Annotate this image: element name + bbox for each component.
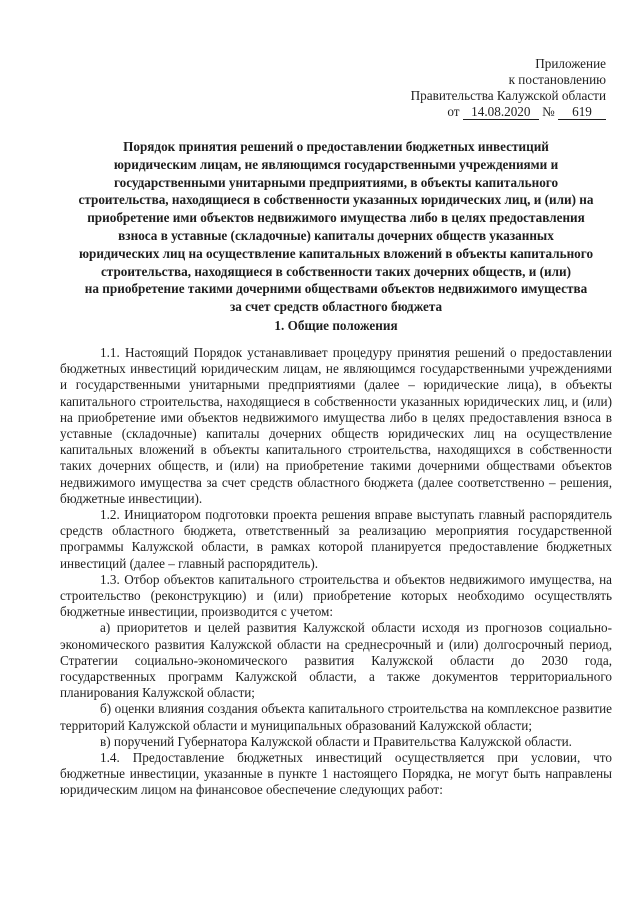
paragraph-1-4: 1.4. Предоставление бюджетных инвестиций осуществляется при условии, что бюджетные инвестиции, указанные в пункте 1 настоящего Порядка, не могут быть направлены юридическим лицом на финансовое обеспечение следующих работ: xyxy=(60,750,612,798)
document-title xyxy=(60,138,612,316)
section-heading: 1. Общие положения xyxy=(274,318,398,333)
title-line: строительства, находящиеся в собственности указанных юридических лиц, и (или) на xyxy=(78,192,594,208)
title-line: строительства, находящиеся в собственности таких дочерних обществ, и (или) xyxy=(100,263,572,279)
paragraph-1-3-a: а) приоритетов и целей развития Калужской области исходя из прогнозов социально-экономического развития Калужской области на среднесрочный и (или) долгосрочный период, Стратегии социально-экономического развития Калужской области до 2030 года, государственных программ Калужской области, а также документов территориального планирования Калужской области; xyxy=(60,620,612,701)
appendix-label: Приложение xyxy=(535,56,606,71)
title-line: Порядок принятия решений о предоставлении бюджетных инвестиций xyxy=(123,139,549,154)
title-line: на приобретение такими дочерними обществами объектов недвижимого имущества xyxy=(84,281,588,297)
number-sign: № xyxy=(542,104,555,119)
resolution-date: 14.08.2020 xyxy=(463,105,539,120)
title-line: юридическим лицам, не являющимся государственными учреждениями и xyxy=(113,156,559,172)
title-line: государственными унитарными предприятиями, в объекты капитального xyxy=(113,174,559,190)
appendix-resolution: к постановлению xyxy=(508,72,606,87)
paragraph-1-3-b: б) оценки влияния создания объекта капитального строительства на комплексное развитие территорий Калужской области и муниципальных образований Калужской области; xyxy=(60,701,612,733)
paragraph-1-1: 1.1. Настоящий Порядок устанавливает процедуру принятия решений о предоставлении бюджетных инвестиций юридическим лицам, не являющимся государственными учреждениями и государственными унитарными предприятиями (далее – юридические лица), в объекты капитального строительства, находящиеся в собственности указанных юридических лиц, и (или) на приобретение ими объектов недвижимого имущества либо в целях предоставления взноса в уставные (складочные) капиталы дочерних обществ юридических лиц на осуществление капитальных вложений в объекты капитального строительства, находящихся в собственности таких дочерних обществ, и (или) на приобретение такими дочерними обществами объектов недвижимого имущества за счет средств областного бюджета (далее соответственно – решения, бюджетные инвестиции). xyxy=(60,345,612,506)
title-line: за счет средств областного бюджета xyxy=(229,299,443,315)
date-prefix: от xyxy=(447,104,460,119)
paragraph-1-3-c: в) поручений Губернатора Калужской области и Правительства Калужской области. xyxy=(100,733,572,749)
appendix-date-line xyxy=(447,104,606,120)
paragraph-1-3: 1.3. Отбор объектов капитального строительства и объектов недвижимого имущества, на строительство (реконструкцию) и (или) приобретение которых необходимо осуществлять бюджетные инвестиции, производится с учетом: xyxy=(60,571,612,620)
title-line: взноса в уставные (складочные) капиталы дочерних обществ указанных xyxy=(118,227,554,243)
resolution-number: 619 xyxy=(558,105,606,120)
document-body xyxy=(60,345,612,799)
paragraph-1-2: 1.2. Инициатором подготовки проекта решения вправе выступать главный распорядитель средств областного бюджета, ответственный за реализацию мероприятия государственной программы Калужской области, в рамках которой планируется предоставление бюджетных инвестиций (далее – главный распорядитель). xyxy=(60,507,612,571)
appendix-block xyxy=(411,56,606,120)
title-line: приобретение ими объектов недвижимого имущества либо в целях предоставления xyxy=(87,210,585,226)
title-line: юридических лиц на осуществление капитальных вложений в объекты капитального xyxy=(78,245,594,261)
appendix-authority: Правительства Калужской области xyxy=(410,88,606,103)
